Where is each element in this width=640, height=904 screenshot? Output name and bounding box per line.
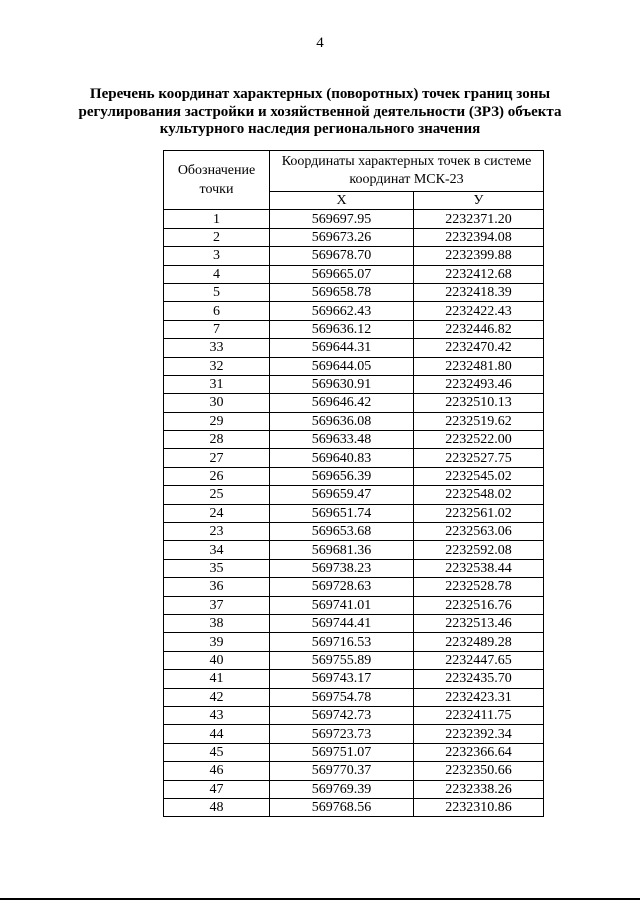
- x-coordinate-cell: 569742.73: [270, 706, 414, 724]
- point-number-cell: 2: [164, 228, 270, 246]
- x-coordinate-cell: 569755.89: [270, 651, 414, 669]
- y-coordinate-cell: 2232545.02: [414, 467, 544, 485]
- point-number-cell: 41: [164, 670, 270, 688]
- x-coordinate-cell: 569723.73: [270, 725, 414, 743]
- y-column-header: У: [414, 192, 544, 210]
- y-coordinate-cell: 2232394.08: [414, 228, 544, 246]
- x-coordinate-cell: 569769.39: [270, 780, 414, 798]
- table-row: [164, 651, 544, 669]
- table-row: [164, 596, 544, 614]
- x-column-header: Х: [270, 192, 414, 210]
- table-row: [164, 798, 544, 816]
- y-coordinate-cell: 2232563.06: [414, 523, 544, 541]
- x-coordinate-cell: 569656.39: [270, 467, 414, 485]
- x-coordinate-cell: 569728.63: [270, 578, 414, 596]
- table-row: [164, 486, 544, 504]
- point-column-header: Обозначение точки: [164, 151, 270, 210]
- y-coordinate-cell: 2232522.00: [414, 431, 544, 449]
- point-number-cell: 42: [164, 688, 270, 706]
- table-row: [164, 431, 544, 449]
- y-coordinate-cell: 2232481.80: [414, 357, 544, 375]
- point-number-cell: 35: [164, 559, 270, 577]
- point-number-cell: 29: [164, 412, 270, 430]
- y-coordinate-cell: 2232399.88: [414, 247, 544, 265]
- table-row: [164, 412, 544, 430]
- page-bottom-rule: [0, 898, 640, 900]
- point-number-cell: 31: [164, 375, 270, 393]
- point-number-cell: 7: [164, 320, 270, 338]
- point-number-cell: 37: [164, 596, 270, 614]
- point-number-cell: 39: [164, 633, 270, 651]
- point-number-cell: 23: [164, 523, 270, 541]
- table-row: [164, 375, 544, 393]
- point-number-cell: 34: [164, 541, 270, 559]
- table-row: [164, 302, 544, 320]
- table-row: [164, 725, 544, 743]
- point-number-cell: 25: [164, 486, 270, 504]
- point-number-cell: 5: [164, 283, 270, 301]
- point-number-cell: 27: [164, 449, 270, 467]
- table-row: [164, 504, 544, 522]
- table-row: [164, 357, 544, 375]
- x-coordinate-cell: 569644.31: [270, 339, 414, 357]
- y-coordinate-cell: 2232422.43: [414, 302, 544, 320]
- point-number-cell: 46: [164, 762, 270, 780]
- point-number-cell: 48: [164, 798, 270, 816]
- y-coordinate-cell: 2232519.62: [414, 412, 544, 430]
- point-number-cell: 30: [164, 394, 270, 412]
- table-row: [164, 688, 544, 706]
- x-coordinate-cell: 569633.48: [270, 431, 414, 449]
- table-row: [164, 559, 544, 577]
- x-coordinate-cell: 569644.05: [270, 357, 414, 375]
- y-coordinate-cell: 2232516.76: [414, 596, 544, 614]
- y-coordinate-cell: 2232489.28: [414, 633, 544, 651]
- y-coordinate-cell: 2232310.86: [414, 798, 544, 816]
- x-coordinate-cell: 569751.07: [270, 743, 414, 761]
- table-row: [164, 265, 544, 283]
- table-row: [164, 762, 544, 780]
- point-number-cell: 36: [164, 578, 270, 596]
- y-coordinate-cell: 2232411.75: [414, 706, 544, 724]
- x-coordinate-cell: 569651.74: [270, 504, 414, 522]
- y-coordinate-cell: 2232561.02: [414, 504, 544, 522]
- y-coordinate-cell: 2232446.82: [414, 320, 544, 338]
- y-coordinate-cell: 2232513.46: [414, 614, 544, 632]
- point-number-cell: 45: [164, 743, 270, 761]
- x-coordinate-cell: 569678.70: [270, 247, 414, 265]
- table-row: [164, 467, 544, 485]
- coordinate-system-header: Координаты характерных точек в системе координат МСК-23: [270, 151, 544, 192]
- x-coordinate-cell: 569662.43: [270, 302, 414, 320]
- x-coordinate-cell: 569744.41: [270, 614, 414, 632]
- x-coordinate-cell: 569770.37: [270, 762, 414, 780]
- x-coordinate-cell: 569738.23: [270, 559, 414, 577]
- y-coordinate-cell: 2232538.44: [414, 559, 544, 577]
- table-row: [164, 743, 544, 761]
- table-row: [164, 283, 544, 301]
- y-coordinate-cell: 2232447.65: [414, 651, 544, 669]
- table-row: [164, 578, 544, 596]
- x-coordinate-cell: 569681.36: [270, 541, 414, 559]
- point-number-cell: 40: [164, 651, 270, 669]
- point-number-cell: 3: [164, 247, 270, 265]
- table-row: [164, 614, 544, 632]
- table-row: [164, 523, 544, 541]
- table-row: [164, 247, 544, 265]
- x-coordinate-cell: 569673.26: [270, 228, 414, 246]
- point-number-cell: 38: [164, 614, 270, 632]
- point-number-cell: 6: [164, 302, 270, 320]
- table-row: [164, 320, 544, 338]
- table-row: [164, 706, 544, 724]
- document-title: Перечень координат характерных (поворотных) точек границ зоны регулирования застройки и хозяйственной деятельности (ЗРЗ) объекта культурного наследия регионального значения: [78, 86, 562, 137]
- point-number-cell: 26: [164, 467, 270, 485]
- y-coordinate-cell: 2232493.46: [414, 375, 544, 393]
- x-coordinate-cell: 569697.95: [270, 210, 414, 228]
- table-row: [164, 780, 544, 798]
- y-coordinate-cell: 2232592.08: [414, 541, 544, 559]
- y-coordinate-cell: 2232371.20: [414, 210, 544, 228]
- x-coordinate-cell: 569659.47: [270, 486, 414, 504]
- point-number-cell: 32: [164, 357, 270, 375]
- x-coordinate-cell: 569754.78: [270, 688, 414, 706]
- page-number: 4: [316, 35, 324, 51]
- y-coordinate-cell: 2232548.02: [414, 486, 544, 504]
- table-row: [164, 449, 544, 467]
- table-row: [164, 394, 544, 412]
- x-coordinate-cell: 569630.91: [270, 375, 414, 393]
- table-row: [164, 339, 544, 357]
- y-coordinate-cell: 2232412.68: [414, 265, 544, 283]
- y-coordinate-cell: 2232527.75: [414, 449, 544, 467]
- y-coordinate-cell: 2232350.66: [414, 762, 544, 780]
- y-coordinate-cell: 2232338.26: [414, 780, 544, 798]
- table-row: [164, 541, 544, 559]
- coordinates-body: [164, 210, 544, 817]
- x-coordinate-cell: 569636.08: [270, 412, 414, 430]
- y-coordinate-cell: 2232366.64: [414, 743, 544, 761]
- y-coordinate-cell: 2232392.34: [414, 725, 544, 743]
- coordinates-table: [163, 150, 544, 817]
- point-number-cell: 33: [164, 339, 270, 357]
- point-number-cell: 47: [164, 780, 270, 798]
- y-coordinate-cell: 2232423.31: [414, 688, 544, 706]
- table-row: [164, 670, 544, 688]
- x-coordinate-cell: 569716.53: [270, 633, 414, 651]
- x-coordinate-cell: 569741.01: [270, 596, 414, 614]
- y-coordinate-cell: 2232470.42: [414, 339, 544, 357]
- point-number-cell: 28: [164, 431, 270, 449]
- y-coordinate-cell: 2232435.70: [414, 670, 544, 688]
- table-row: [164, 228, 544, 246]
- y-coordinate-cell: 2232528.78: [414, 578, 544, 596]
- point-number-cell: 44: [164, 725, 270, 743]
- point-number-cell: 1: [164, 210, 270, 228]
- x-coordinate-cell: 569640.83: [270, 449, 414, 467]
- point-number-cell: 43: [164, 706, 270, 724]
- table-row: [164, 633, 544, 651]
- x-coordinate-cell: 569636.12: [270, 320, 414, 338]
- y-coordinate-cell: 2232418.39: [414, 283, 544, 301]
- x-coordinate-cell: 569653.68: [270, 523, 414, 541]
- x-coordinate-cell: 569658.78: [270, 283, 414, 301]
- table-row: [164, 210, 544, 228]
- x-coordinate-cell: 569646.42: [270, 394, 414, 412]
- x-coordinate-cell: 569665.07: [270, 265, 414, 283]
- x-coordinate-cell: 569743.17: [270, 670, 414, 688]
- x-coordinate-cell: 569768.56: [270, 798, 414, 816]
- y-coordinate-cell: 2232510.13: [414, 394, 544, 412]
- point-number-cell: 4: [164, 265, 270, 283]
- point-number-cell: 24: [164, 504, 270, 522]
